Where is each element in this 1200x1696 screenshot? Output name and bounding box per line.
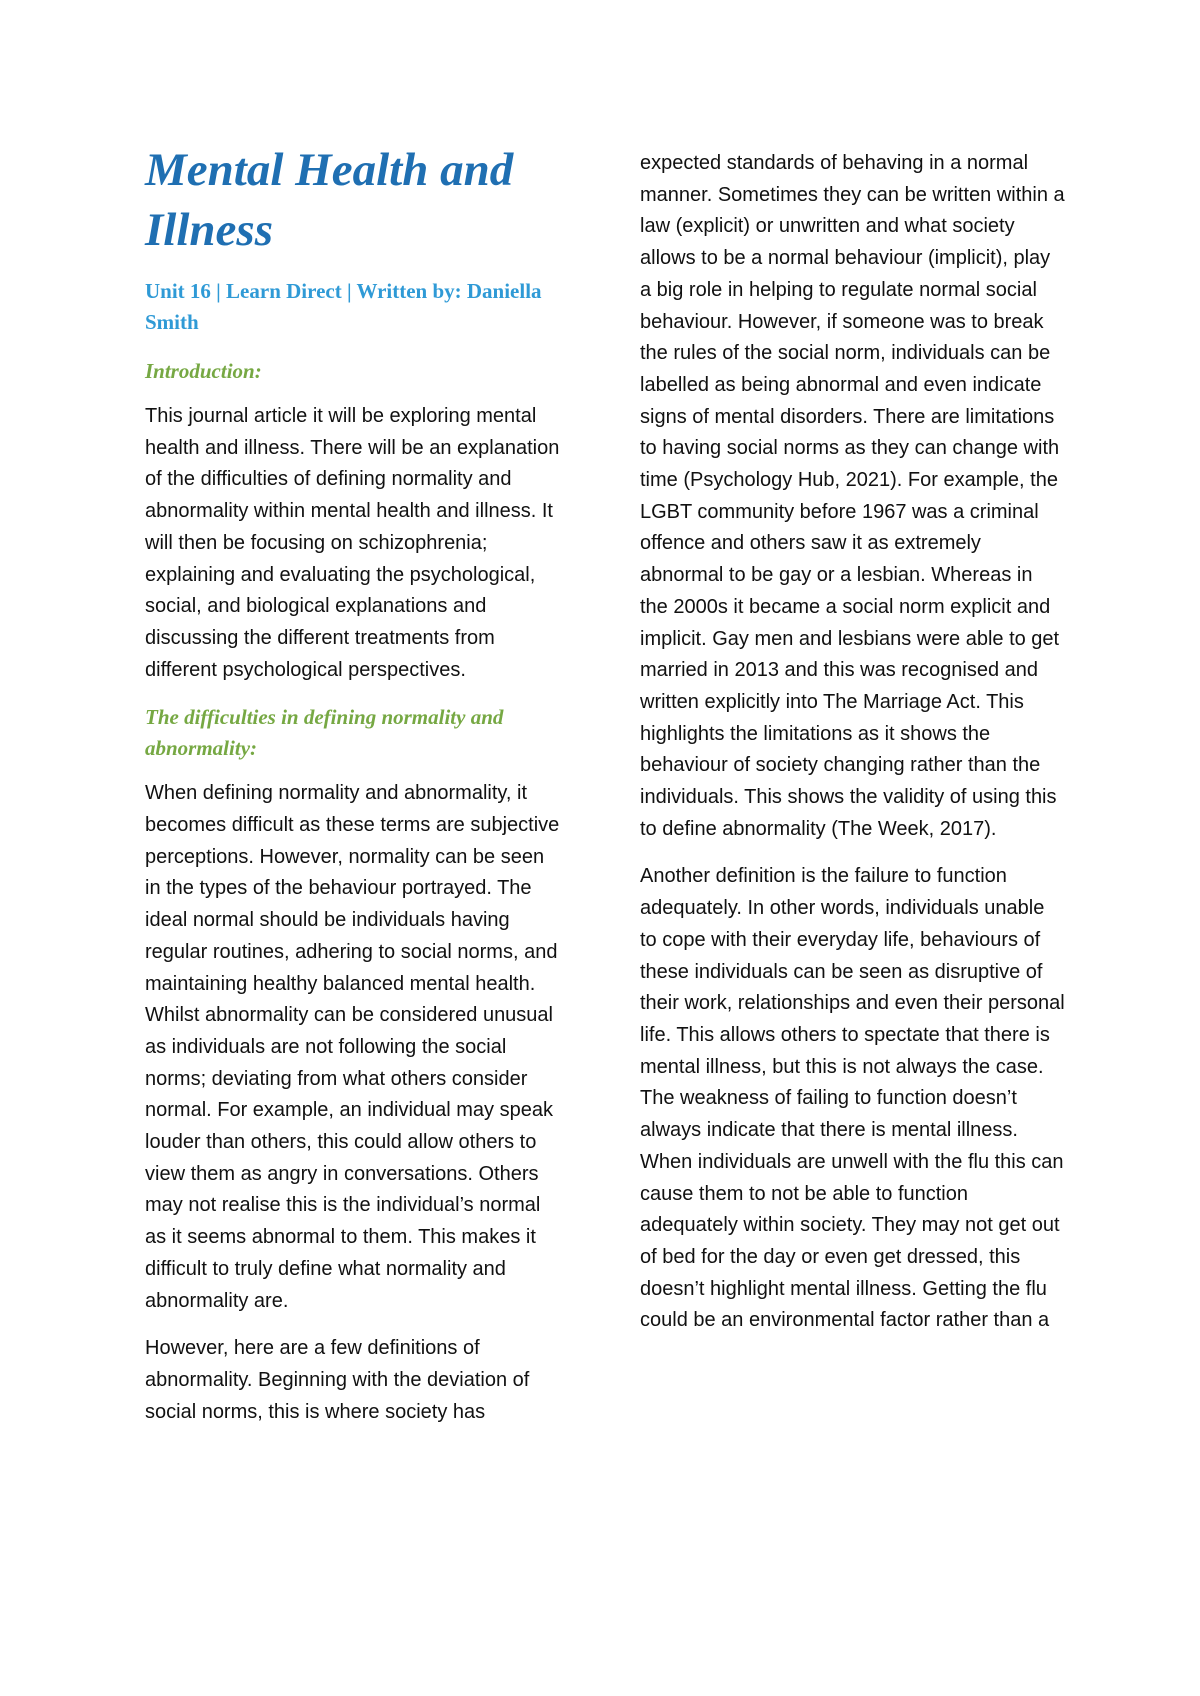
right-column	[640, 148, 1065, 1353]
article-title: Mental Health and Illness	[145, 144, 514, 256]
section-heading: The difficulties in defining normality and abnormality:	[145, 705, 504, 761]
article-byline: Unit 16 | Learn Direct | Written by: Daniella Smith	[145, 279, 542, 334]
intro-paragraph: This journal article it will be exploring mental health and illness. There will be an explanation of the difficulties of defining normality and abnormality within mental health and illness. It will then be focusing on schizophrenia; explaining and evaluating the psychological, social, and biological explanations and discussing the different treatments from different psychological perspectives.	[145, 405, 560, 681]
body-paragraph-4: Another definition is the failure to function adequately. In other words, individuals unable to cope with their everyday life, behaviours of these individuals can be seen as disruptive of their work, relationships and even their personal life. This allows others to spectate that there is mental illness, but this is not always the case. The weakness of failing to function doesn’t always indicate that there is mental illness. When individuals are unwell with the flu this can cause them to not be able to function adequately within society. They may not get out of bed for the day or even get dressed, this doesn’t highlight mental illness. Getting the flu could be an environmental factor rather than a	[640, 865, 1065, 1332]
intro-heading: Introduction:	[145, 359, 262, 383]
body-paragraph-1: When defining normality and abnormality, it becomes difficult as these terms are subjective perceptions. However, normality can be seen in the types of the behaviour portrayed. The ideal normal should be individuals having regular routines, adhering to social norms, and maintaining healthy balanced mental health. Whilst abnormality can be considered unusual as individuals are not following the social norms; deviating from what others consider normal. For example, an individual may speak louder than others, this could allow others to view them as angry in conversations. Others may not realise this is the individual’s normal as it seems abnormal to them. This makes it difficult to truly define what normality and abnormality are.	[145, 782, 560, 1312]
body-paragraph-2: However, here are a few definitions of abnormality. Beginning with the deviation of social norms, this is where society has	[145, 1337, 530, 1423]
left-column	[145, 140, 565, 1444]
body-paragraph-3: expected standards of behaving in a normal manner. Sometimes they can be written within a law (explicit) or unwritten and what society allows to be a normal behaviour (implicit), play a big role in helping to regulate normal social behaviour. However, if someone was to break the rules of the social norm, individuals can be labelled as being abnormal and even indicate signs of mental disorders. There are limitations to having social norms as they can change with time (Psychology Hub, 2021). For example, the LGBT community before 1967 was a criminal offence and others saw it as extremely abnormal to be gay or a lesbian. Whereas in the 2000s it became a social norm explicit and implicit. Gay men and lesbians were able to get married in 2013 and this was recognised and written explicitly into The Marriage Act. This highlights the limitations as it shows the behaviour of society changing rather than the individuals. This shows the validity of using this to define abnormality (The Week, 2017).	[640, 152, 1065, 840]
